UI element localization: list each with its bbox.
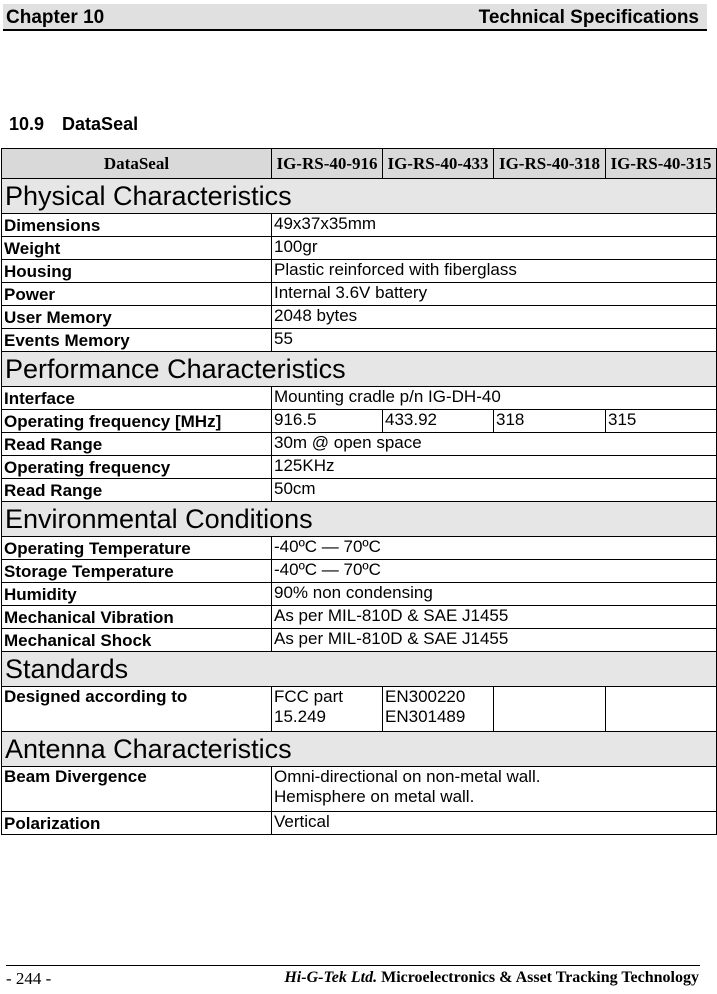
row-value: Vertical bbox=[272, 812, 717, 835]
row-value: As per MIL-810D & SAE J1455 bbox=[272, 629, 717, 652]
row-value: -40ºC — 70ºC bbox=[272, 537, 717, 560]
row-label: Designed according to bbox=[2, 687, 272, 732]
row-label: User Memory bbox=[2, 306, 272, 329]
row-value: 318 bbox=[494, 410, 606, 433]
footer-divider bbox=[6, 965, 700, 966]
section-heading bbox=[9, 114, 138, 135]
standard-line: EN300220 bbox=[385, 687, 466, 706]
row-value: As per MIL-810D & SAE J1455 bbox=[272, 606, 717, 629]
table-row bbox=[2, 606, 717, 629]
row-value: 55 bbox=[272, 329, 717, 352]
beam-line: Omni-directional on non-metal wall. bbox=[274, 767, 541, 786]
company-tagline: Microelectronics & Asset Tracking Technology bbox=[381, 969, 699, 986]
row-label: Operating frequency [MHz] bbox=[2, 410, 272, 433]
table-row bbox=[2, 214, 717, 237]
row-label: Events Memory bbox=[2, 329, 272, 352]
table-row bbox=[2, 260, 717, 283]
row-label: Weight bbox=[2, 237, 272, 260]
row-label: Storage Temperature bbox=[2, 560, 272, 583]
section-number: 10.9 bbox=[9, 114, 45, 134]
row-label: Housing bbox=[2, 260, 272, 283]
table-row bbox=[2, 456, 717, 479]
standard-line: 15.249 bbox=[274, 707, 326, 726]
standard-line: FCC part bbox=[274, 687, 343, 706]
table-title: DataSeal bbox=[2, 149, 272, 179]
table-row bbox=[2, 479, 717, 502]
row-value: 30m @ open space bbox=[272, 433, 717, 456]
table-row bbox=[2, 560, 717, 583]
row-value: -40ºC — 70ºC bbox=[272, 560, 717, 583]
row-label: Polarization bbox=[2, 812, 272, 835]
group-row bbox=[2, 502, 717, 537]
table-row bbox=[2, 433, 717, 456]
model-header: IG-RS-40-318 bbox=[494, 149, 606, 179]
table-header-row bbox=[2, 149, 717, 179]
table-row bbox=[2, 387, 717, 410]
row-value: 125KHz bbox=[272, 456, 717, 479]
group-heading: Environmental Conditions bbox=[2, 502, 717, 537]
row-value: 49x37x35mm bbox=[272, 214, 717, 237]
row-value: 916.5 bbox=[272, 410, 383, 433]
group-row bbox=[2, 732, 717, 767]
row-label: Mechanical Shock bbox=[2, 629, 272, 652]
page-number: - 244 - bbox=[6, 969, 52, 988]
empty-cell bbox=[494, 687, 606, 732]
group-row bbox=[2, 652, 717, 687]
row-value: 315 bbox=[606, 410, 717, 433]
table-row bbox=[2, 537, 717, 560]
row-value bbox=[272, 687, 383, 732]
row-value: Plastic reinforced with fiberglass bbox=[272, 260, 717, 283]
row-label: Power bbox=[2, 283, 272, 306]
row-label: Beam Divergence bbox=[2, 767, 272, 812]
row-value: Mounting cradle p/n IG-DH-40 bbox=[272, 387, 717, 410]
section-title: DataSeal bbox=[62, 114, 139, 134]
table-row bbox=[2, 329, 717, 352]
row-value: 90% non condensing bbox=[272, 583, 717, 606]
row-label: Operating Temperature bbox=[2, 537, 272, 560]
model-header: IG-RS-40-916 bbox=[272, 149, 383, 179]
table-row bbox=[2, 410, 717, 433]
row-value: 50cm bbox=[272, 479, 717, 502]
group-row bbox=[2, 352, 717, 387]
company-name: Hi-G-Tek Ltd. bbox=[284, 969, 378, 986]
group-row bbox=[2, 179, 717, 214]
chapter-label: Chapter 10 bbox=[6, 7, 105, 28]
row-label: Operating frequency bbox=[2, 456, 272, 479]
standard-line: EN301489 bbox=[385, 707, 466, 726]
row-value bbox=[383, 687, 494, 732]
table-row bbox=[2, 687, 717, 732]
row-label: Dimensions bbox=[2, 214, 272, 237]
row-value bbox=[272, 767, 717, 812]
table-row bbox=[2, 306, 717, 329]
row-label: Read Range bbox=[2, 433, 272, 456]
row-label: Read Range bbox=[2, 479, 272, 502]
row-value: 2048 bytes bbox=[272, 306, 717, 329]
table-row bbox=[2, 629, 717, 652]
row-value: 100gr bbox=[272, 237, 717, 260]
table-row bbox=[2, 283, 717, 306]
group-heading: Standards bbox=[2, 652, 717, 687]
table-row bbox=[2, 237, 717, 260]
spec-table bbox=[1, 148, 717, 835]
group-heading: Physical Characteristics bbox=[2, 179, 717, 214]
table-row bbox=[2, 767, 717, 812]
group-heading: Performance Characteristics bbox=[2, 352, 717, 387]
page-header bbox=[3, 4, 707, 31]
table-row bbox=[2, 812, 717, 835]
row-label: Mechanical Vibration bbox=[2, 606, 272, 629]
beam-line: Hemisphere on metal wall. bbox=[274, 787, 475, 806]
row-value: Internal 3.6V battery bbox=[272, 283, 717, 306]
row-value: 433.92 bbox=[383, 410, 494, 433]
group-heading: Antenna Characteristics bbox=[2, 732, 717, 767]
row-label: Humidity bbox=[2, 583, 272, 606]
footer-tagline bbox=[284, 969, 699, 987]
model-header: IG-RS-40-315 bbox=[606, 149, 717, 179]
chapter-title: Technical Specifications bbox=[478, 7, 699, 28]
table-row bbox=[2, 583, 717, 606]
row-label: Interface bbox=[2, 387, 272, 410]
empty-cell bbox=[606, 687, 717, 732]
model-header: IG-RS-40-433 bbox=[383, 149, 494, 179]
